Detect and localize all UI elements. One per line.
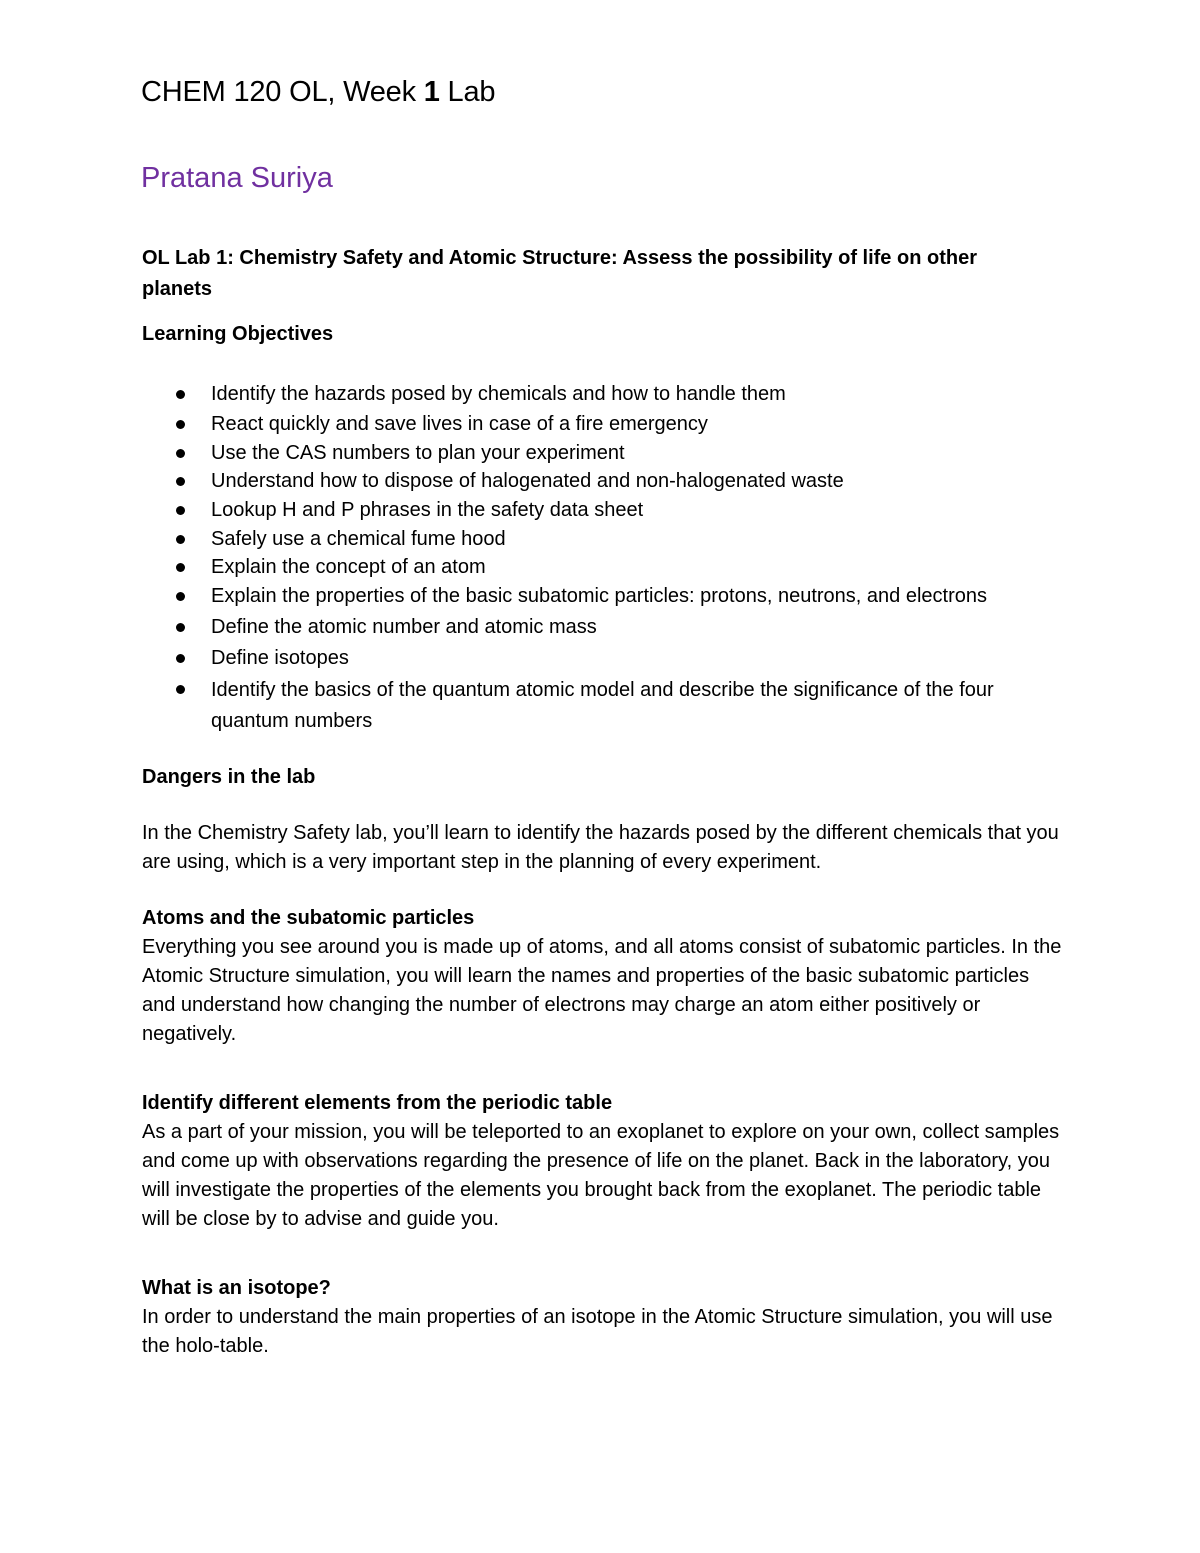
course-title-suffix: Lab <box>439 76 496 108</box>
list-item <box>142 496 1072 525</box>
objective-text: Identify the basics of the quantum atomic model and describe the significance of the four quantum numbers <box>211 679 994 732</box>
list-item <box>142 553 1072 582</box>
objective-text: React quickly and save lives in case of a fire emergency <box>211 413 708 435</box>
list-item <box>142 525 1072 553</box>
bullet-icon <box>176 535 185 544</box>
course-title-prefix: CHEM 120 OL, Week <box>141 76 424 108</box>
course-title-week: 1 <box>423 76 440 108</box>
objectives-heading: Learning Objectives <box>142 323 334 345</box>
bullet-icon <box>176 563 185 572</box>
section-body-atoms: Everything you see around you is made up of atoms, and all atoms consist of subatomic particles. In the Atomic Structure simulation, you will learn the names and properties of the basic subatomic particles and understand how changing the number of electrons may charge an atom either positively or negatively. <box>142 936 1062 1045</box>
objective-text: Explain the concept of an atom <box>211 556 486 578</box>
bullet-icon <box>176 623 185 632</box>
section-heading-isotope: What is an isotope? <box>142 1277 331 1299</box>
section-heading-elements: Identify different elements from the periodic table <box>142 1092 613 1114</box>
bullet-icon <box>176 685 185 694</box>
lab-title: OL Lab 1: Chemistry Safety and Atomic Structure: Assess the possibility of life on other planets <box>142 247 977 300</box>
list-item <box>142 644 1072 675</box>
list-item <box>142 410 1072 439</box>
bullet-icon <box>176 390 185 399</box>
list-item <box>142 582 1072 613</box>
section-body-isotope: In order to understand the main properties of an isotope in the Atomic Structure simulation, you will use the holo-table. <box>142 1306 1053 1357</box>
objective-text: Define the atomic number and atomic mass <box>211 616 597 638</box>
bullet-icon <box>176 449 185 458</box>
list-item <box>142 439 1072 467</box>
student-name: Pratana Suriya <box>141 162 333 194</box>
list-item <box>142 613 1072 644</box>
list-item <box>142 467 1072 496</box>
section-body-dangers: In the Chemistry Safety lab, you’ll learn to identify the hazards posed by the different chemicals that you are using, which is a very important step in the planning of every experiment. <box>142 822 1059 873</box>
objective-text: Explain the properties of the basic subatomic particles: protons, neutrons, and electrons <box>211 585 987 607</box>
objectives-list <box>142 380 1072 737</box>
section-heading-atoms: Atoms and the subatomic particles <box>142 907 475 929</box>
objective-text: Define isotopes <box>211 647 349 669</box>
bullet-icon <box>176 477 185 486</box>
objective-text: Use the CAS numbers to plan your experiment <box>211 442 625 464</box>
bullet-icon <box>176 506 185 515</box>
bullet-icon <box>176 420 185 429</box>
objective-text: Identify the hazards posed by chemicals and how to handle them <box>211 383 786 405</box>
bullet-icon <box>176 592 185 601</box>
objective-text: Safely use a chemical fume hood <box>211 528 506 550</box>
course-title <box>141 76 495 109</box>
objective-text: Lookup H and P phrases in the safety data sheet <box>211 499 644 521</box>
list-item <box>142 675 1011 737</box>
list-item <box>142 380 1072 410</box>
section-body-elements: As a part of your mission, you will be teleported to an exoplanet to explore on your own, collect samples and come up with observations regarding the presence of life on the planet. Back in the laboratory, you will investigate the properties of the elements you brought back from the exoplanet. The periodic table will be close by to advise and guide you. <box>142 1121 1060 1230</box>
section-heading-dangers: Dangers in the lab <box>142 766 316 788</box>
bullet-icon <box>176 654 185 663</box>
objective-text: Understand how to dispose of halogenated and non-halogenated waste <box>211 470 844 492</box>
